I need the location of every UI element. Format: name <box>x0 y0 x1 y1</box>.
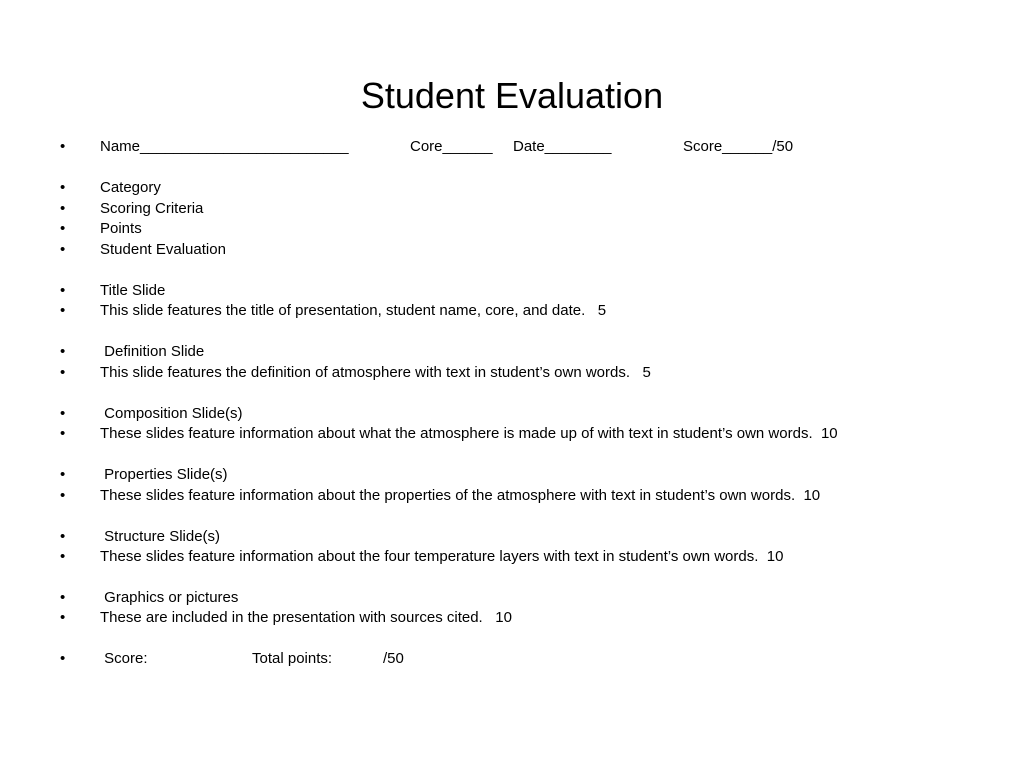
bullet-icon: • <box>60 528 66 545</box>
list-item <box>0 199 1024 219</box>
list-item-text: Properties Slide(s) <box>100 466 228 483</box>
list-item <box>0 486 1024 506</box>
bullet-icon: • <box>60 302 66 319</box>
list-item <box>0 424 1024 444</box>
list-item-text: Student Evaluation <box>100 241 226 258</box>
list-item <box>0 363 1024 383</box>
bullet-icon: • <box>60 220 66 237</box>
score-label: Score: <box>100 650 148 667</box>
list-item <box>0 404 1024 424</box>
list-item-text: This slide features the definition of atmosphere with text in student’s own words. 5 <box>100 364 651 381</box>
bullet-icon: • <box>60 138 66 155</box>
list-item <box>0 219 1024 239</box>
list-item-text: This slide features the title of presentation, student name, core, and date. 5 <box>100 302 607 319</box>
score-field: Score______/50 <box>683 138 794 155</box>
name-field: Name_________________________ <box>100 138 349 155</box>
list-item <box>0 465 1024 485</box>
list-item-text: These slides feature information about the properties of the atmosphere with text in student’s own words. 10 <box>100 487 821 504</box>
list-item-text: Title Slide <box>100 282 166 299</box>
list-item-text: Definition Slide <box>100 343 205 360</box>
core-field: Core______ <box>410 138 493 155</box>
list-item-text: These slides feature information about what the atmosphere is made up of with text in student’s own words. 10 <box>100 425 838 442</box>
bullet-icon: • <box>60 425 66 442</box>
bullet-icon: • <box>60 487 66 504</box>
bullet-icon: • <box>60 200 66 217</box>
list-item <box>0 301 1024 321</box>
list-item-text: Structure Slide(s) <box>100 528 221 545</box>
list-item <box>0 547 1024 567</box>
bullet-icon: • <box>60 282 66 299</box>
list-item <box>0 281 1024 301</box>
list-item <box>0 342 1024 362</box>
list-item <box>0 178 1024 198</box>
bullet-icon: • <box>60 609 66 626</box>
bullet-icon: • <box>60 650 66 667</box>
list-item-text: Points <box>100 220 142 237</box>
date-field: Date________ <box>513 138 612 155</box>
list-item <box>0 527 1024 547</box>
total-points-label: Total points: <box>252 650 333 667</box>
total-out-of: /50 <box>383 650 404 667</box>
list-item-text: Scoring Criteria <box>100 200 204 217</box>
bullet-icon: • <box>60 343 66 360</box>
list-item-text: These are included in the presentation with sources cited. 10 <box>100 609 512 626</box>
list-item-text: These slides feature information about the four temperature layers with text in student’s own words. 10 <box>100 548 784 565</box>
bullet-icon: • <box>60 466 66 483</box>
bullet-icon: • <box>60 179 66 196</box>
list-item-text: Category <box>100 179 161 196</box>
bullet-icon: • <box>60 589 66 606</box>
list-item-text: Graphics or pictures <box>100 589 239 606</box>
list-item <box>0 608 1024 628</box>
list-item <box>0 240 1024 260</box>
slide-title: Student Evaluation <box>360 75 664 116</box>
header-fields-row <box>0 137 1024 157</box>
bullet-icon: • <box>60 241 66 258</box>
bullet-icon: • <box>60 364 66 381</box>
bullet-icon: • <box>60 405 66 422</box>
list-item-text: Composition Slide(s) <box>100 405 243 422</box>
bullet-icon: • <box>60 548 66 565</box>
list-item <box>0 588 1024 608</box>
footer-score-row <box>0 649 1024 669</box>
